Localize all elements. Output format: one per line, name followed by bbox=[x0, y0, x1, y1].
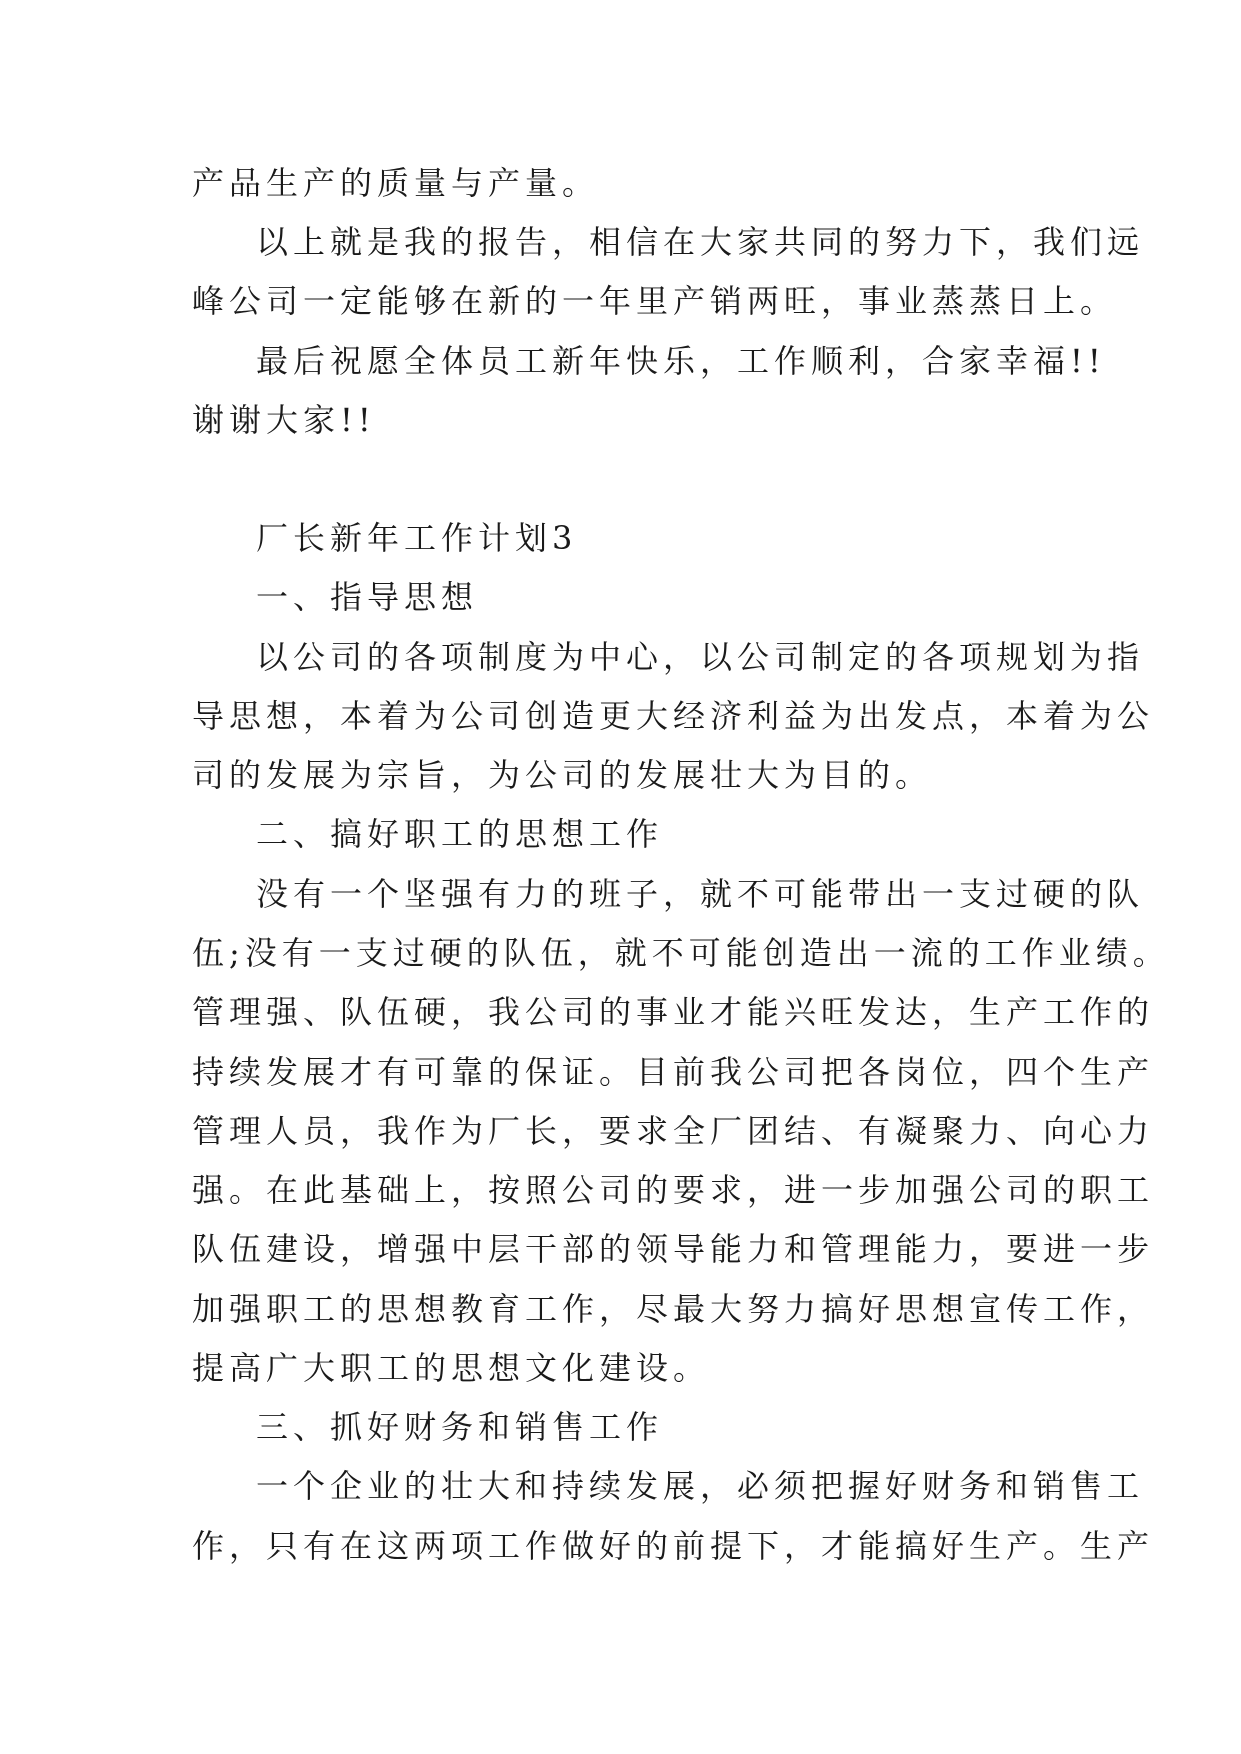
paragraph-line: 提高广大职工的思想文化建设。 bbox=[192, 1349, 711, 1387]
paragraph-line: 管理强、队伍硬，我公司的事业才能兴旺发达，生产工作的 bbox=[192, 993, 1155, 1031]
section-heading: 二、搞好职工的思想工作 bbox=[256, 815, 664, 853]
section-heading: 三、抓好财务和销售工作 bbox=[256, 1408, 664, 1446]
paragraph-line: 司的发展为宗旨，为公司的发展壮大为目的。 bbox=[192, 756, 933, 794]
paragraph-line: 作，只有在这两项工作做好的前提下，才能搞好生产。生产 bbox=[192, 1527, 1155, 1565]
paragraph-line: 伍;没有一支过硬的队伍，就不可能创造出一流的工作业绩。 bbox=[192, 934, 1170, 972]
paragraph-line: 队伍建设，增强中层干部的领导能力和管理能力，要进一步 bbox=[192, 1230, 1155, 1268]
paragraph-line: 没有一个坚强有力的班子，就不可能带出一支过硬的队 bbox=[256, 875, 1145, 913]
paragraph-line: 加强职工的思想教育工作，尽最大努力搞好思想宣传工作， bbox=[192, 1290, 1155, 1328]
paragraph-line: 以上就是我的报告，相信在大家共同的努力下，我们远 bbox=[256, 223, 1145, 261]
paragraph-line: 一个企业的壮大和持续发展，必须把握好财务和销售工 bbox=[256, 1467, 1145, 1505]
paragraph-line: 以公司的各项制度为中心，以公司制定的各项规划为指 bbox=[256, 638, 1145, 676]
section-heading: 一、指导思想 bbox=[256, 578, 479, 616]
section-title: 厂长新年工作计划3 bbox=[256, 519, 578, 557]
paragraph-line: 最后祝愿全体员工新年快乐，工作顺利，合家幸福!! bbox=[256, 342, 1106, 380]
paragraph-line: 导思想，本着为公司创造更大经济利益为出发点，本着为公 bbox=[192, 697, 1155, 735]
paragraph-line: 强。在此基础上，按照公司的要求，进一步加强公司的职工 bbox=[192, 1171, 1155, 1209]
paragraph-line: 管理人员，我作为厂长，要求全厂团结、有凝聚力、向心力 bbox=[192, 1112, 1155, 1150]
paragraph-line: 峰公司一定能够在新的一年里产销两旺，事业蒸蒸日上。 bbox=[192, 282, 1118, 320]
paragraph-line: 谢谢大家!! bbox=[192, 401, 376, 439]
paragraph-line: 持续发展才有可靠的保证。目前我公司把各岗位，四个生产 bbox=[192, 1053, 1155, 1091]
paragraph-line: 产品生产的质量与产量。 bbox=[192, 164, 600, 202]
